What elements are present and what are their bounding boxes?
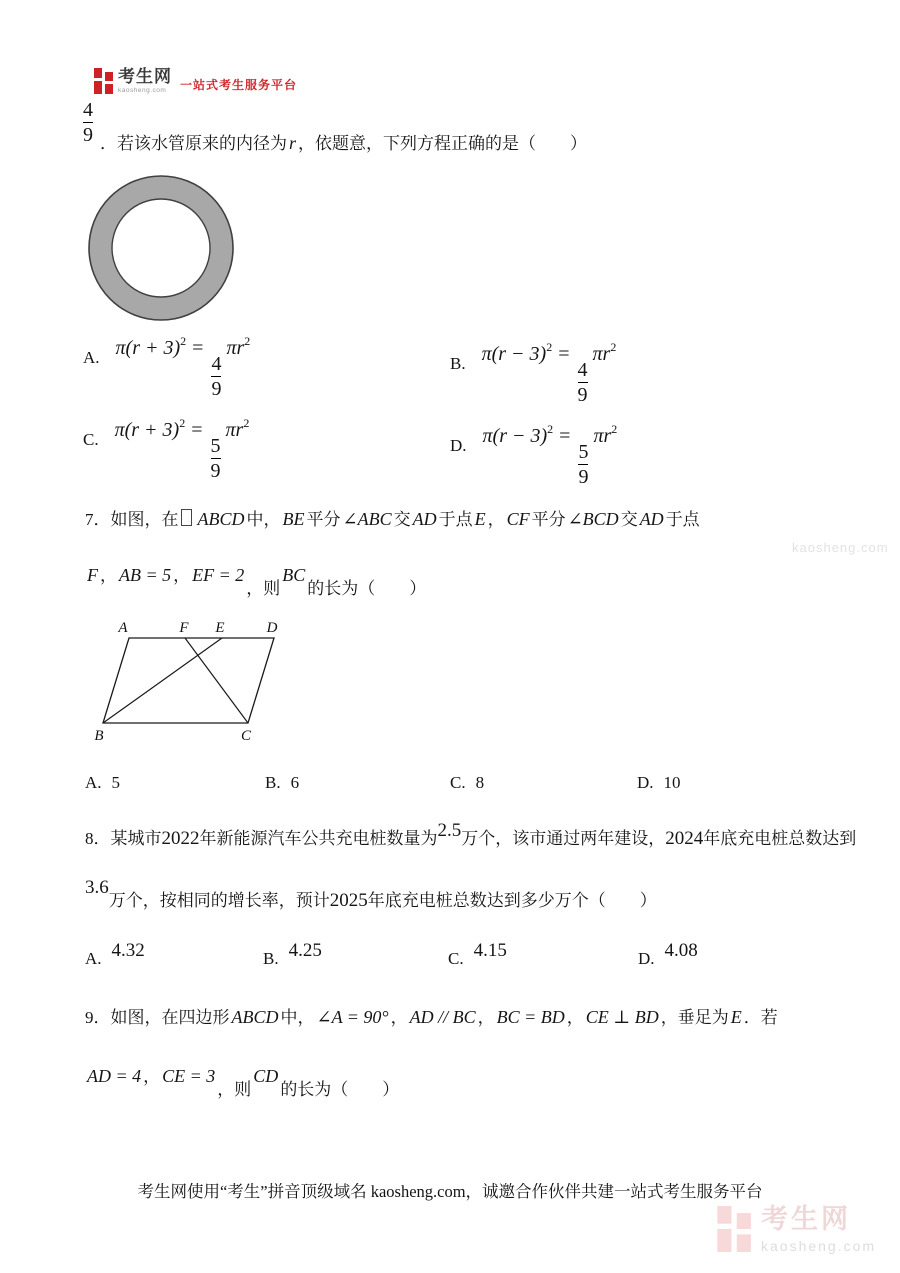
q9-stem-line1: 9．如图，在四边形 ABCD 中， ∠A = 90° ， AD // BC ， BC = BD ， CE ⊥ BD ，垂足为 E ．若 (85, 1007, 778, 1027)
option-label: A. (83, 348, 100, 367)
option-label: B. (450, 354, 466, 373)
ring-inner-circle (112, 199, 210, 297)
segment-CF (185, 638, 248, 723)
side-watermark: kaosheng.com (792, 540, 889, 555)
q6-leading-fraction (83, 100, 93, 145)
brand-name: 考生网 (118, 67, 172, 86)
vertex-label-F: F (179, 620, 189, 636)
fraction-denominator: 9 (83, 124, 93, 147)
fraction: $\frac{5}{9}$ (578, 441, 589, 489)
fraction: $\frac{4}{9}$ (577, 359, 588, 407)
ring-figure (85, 172, 237, 324)
equation: $\pi(r - 3)^2$ = $\frac{5}{9}$ $\pi r^2$ (482, 422, 618, 489)
brand-domain: kaosheng.com (118, 87, 167, 94)
q7-option-d: D. 10 (637, 773, 681, 792)
equation: $\pi(r + 3)^2$ = $\frac{5}{9}$ $\pi r^2$ (114, 416, 250, 483)
missing-glyph-box (181, 509, 192, 526)
q8-stem-line2: 3.6万个，按相同的增长率，预计2025年底充电桩总数达到多少万个（ ） (85, 877, 657, 911)
q8-stem-line1: 8．某城市2022年新能源汽车公共充电桩数量为2.5万个，该市通过两年建设，2024年底充电桩总数达到 (85, 820, 857, 849)
q6-option-a (83, 334, 250, 399)
equation: $\pi(r + 3)^2$ = $\frac{4}{9}$ $\pi r^2$ (115, 334, 251, 401)
q8-option-b: B. 4.25 (263, 940, 322, 968)
vertex-label-B: B (94, 728, 104, 744)
vertex-label-C: C (240, 728, 252, 744)
fraction-bar (83, 122, 93, 123)
q7-option-a: A. 5 (85, 773, 121, 792)
option-label: D. (450, 436, 467, 455)
brand-blocks-icon (94, 68, 114, 94)
equation: $\pi(r - 3)^2$ = $\frac{4}{9}$ $\pi r^2$ (481, 340, 617, 407)
option-label: C. (83, 430, 99, 449)
parallelogram-figure (88, 616, 298, 751)
q9-stem-line2: AD = 4 ， CE = 3，则CD的长为（ ） (87, 1066, 400, 1099)
q6-option-b (450, 340, 616, 405)
q7-option-b: B. 6 (265, 773, 300, 792)
q8-option-d: D. 4.08 (638, 940, 698, 968)
header-logo (94, 68, 297, 94)
q8-option-a: A. 4.32 (85, 940, 145, 968)
q6-option-d (450, 422, 617, 487)
q6-stem: ．若该水管原来的内径为 r ，依题意，下列方程正确的是（ ） (100, 133, 588, 153)
q7-stem-line2: F ， AB = 5 ， EF = 2，则BC的长为（ ） (87, 565, 427, 598)
q8-option-c: C. 4.15 (448, 940, 507, 968)
q7-stem-line1: 7．如图，在 ABCD 中， BE 平分 ∠ABC 交 AD 于点 E ， CF 平分 ∠BCD 交 AD 于点 (85, 509, 700, 529)
watermark-brand-name: 考生网 (761, 1204, 851, 1234)
vertex-label-E: E (215, 620, 225, 636)
q7-option-c: C. 8 (450, 773, 485, 792)
watermark-brand-domain: kaosheng.com (761, 1238, 877, 1254)
fraction: $\frac{4}{9}$ (211, 353, 222, 401)
brand-tagline: 一站式考生服务平台 (180, 78, 298, 92)
bottom-watermark-logo (716, 1206, 876, 1254)
vertex-label-A: A (118, 620, 128, 636)
segment-BE (103, 638, 222, 723)
fraction-numerator: 4 (83, 99, 93, 121)
vertex-label-D: D (266, 620, 278, 636)
footer-note: 考生网使用“考生”拼音顶级域名 kaosheng.com，诚邀合作伙伴共建一站式考生服务平台 (137, 1182, 763, 1201)
parallelogram-outline (103, 638, 274, 723)
q6-option-c (83, 416, 249, 481)
fraction: $\frac{5}{9}$ (210, 435, 221, 483)
watermark-blocks-icon (716, 1206, 754, 1252)
